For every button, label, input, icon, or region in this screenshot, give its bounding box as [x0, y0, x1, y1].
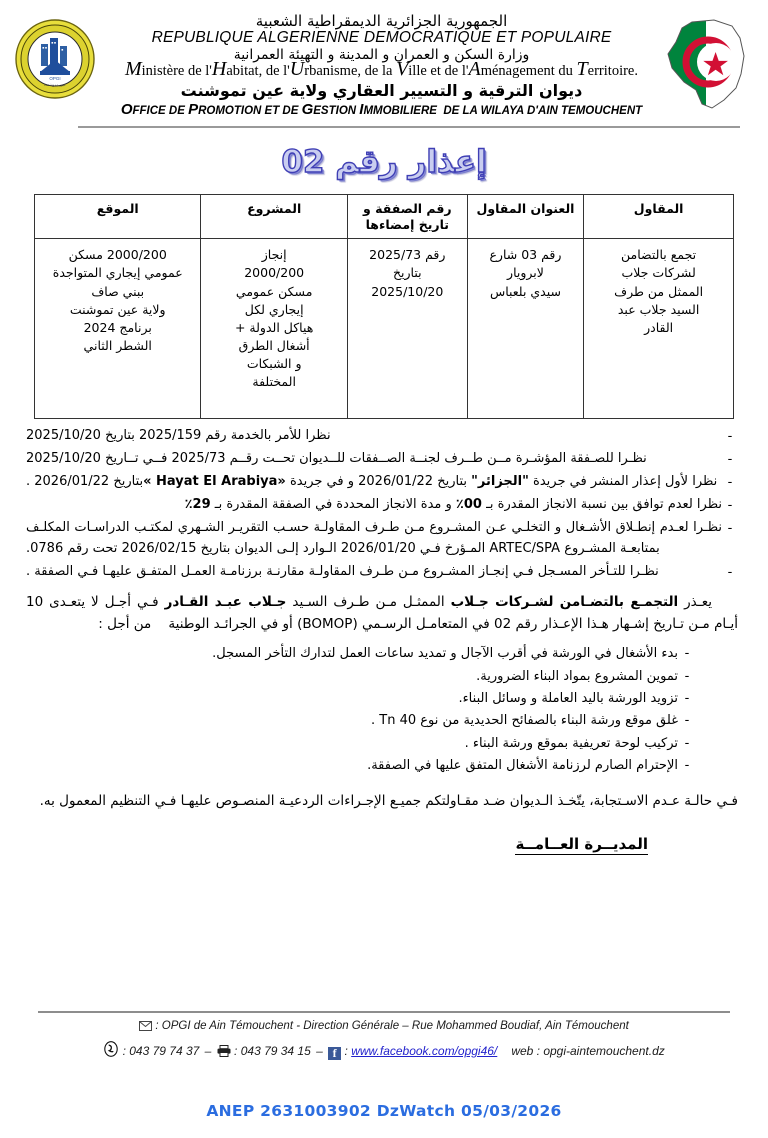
opgi-seal-logo-icon: [14, 18, 96, 100]
facebook-icon[interactable]: f: [328, 1047, 341, 1060]
newspaper-name-fr: « Hayat El Arabiya»: [143, 474, 286, 490]
facebook-link[interactable]: www.facebook.com/opgi46/: [351, 1044, 498, 1058]
location-line: ببني صاف: [91, 283, 145, 299]
contract-number-line: بتاريخ: [392, 265, 422, 281]
cell-contractor: [584, 239, 734, 419]
contract-info-table: [34, 194, 734, 419]
closing-paragraph: فـي حالـة عـدم الاسـتجابة، يتّخـذ الـديوان ضـد مقـاولتكم جميـع الإجـراءات الردعيـة المنصـوص عليهـا فـي التنظيم المعمول به.: [39, 792, 738, 809]
demand-bullet: -: [684, 713, 690, 729]
demand-bullet: -: [684, 758, 690, 774]
clause-delay-recorded: [26, 561, 738, 583]
location-line: 2000/200 مسكن: [68, 247, 167, 263]
list-item: [26, 666, 696, 688]
column-header-contract-number: [347, 195, 467, 239]
cell-contract-number: [347, 239, 467, 419]
contractor-line: الممثل من طرف: [614, 283, 704, 299]
project-line: و الشبكات: [246, 356, 302, 371]
footer-website-text: web : opgi-aintemouchent.dz: [511, 1044, 665, 1058]
republic-name-arabic: الجمهورية الجزائرية الديمقراطية الشعبية: [255, 12, 508, 30]
clause-text: نظـرا للصـفقة المؤشـرة مــن طــرف لجنــة الصــفقات للــديوان تحــت رقــم 2025/73 فــي تــاريخ 2025/10/20: [26, 451, 647, 467]
list-item: [26, 710, 696, 732]
table-row: [35, 239, 734, 419]
notified-representative: جـلاب عبـد القـادر: [164, 593, 287, 610]
table-header-row: [35, 195, 734, 239]
clause-contract-approved: [26, 448, 738, 470]
demand-bullet: -: [684, 668, 690, 684]
demand-bullet: -: [684, 646, 690, 662]
demand-text: تركيب لوحة تعريفية بموقع ورشة البناء .: [464, 735, 678, 751]
address-line: لابرويار: [507, 265, 544, 281]
printer-icon: [217, 1045, 231, 1060]
anep-reference: ANEP 2631003902 DzWatch 05/03/2026: [206, 1102, 562, 1120]
location-line: برنامج 2024: [83, 319, 152, 335]
cell-address: [467, 239, 584, 419]
column-header-contract-number-line1: رقم الصفقة: [375, 201, 452, 216]
clause-bullet: -: [727, 429, 733, 445]
footer-facebook-prefix: :: [344, 1044, 348, 1058]
header-divider: [78, 126, 740, 128]
clause-text: نظرا لأول إعذار المنشر في جريدة "الجزائر" بتاريخ 2026/01/22 و في جريدة « Hayat El Arabiya»بتاريخ 2026/01/22 .: [26, 471, 722, 492]
document-header: [0, 0, 768, 126]
list-item: [26, 643, 696, 665]
clause-text: نظرا للأمر بالخدمة رقم 2025/159 بتاريخ 2025/10/20: [26, 428, 331, 444]
project-line: إنجاز: [261, 247, 287, 263]
signatory-title: المديــرة العــامــة: [515, 834, 648, 853]
location-line: عمومي إيجاري المتواجدة: [52, 265, 183, 281]
cell-location: [35, 239, 201, 419]
cell-project: [201, 239, 347, 419]
clause-text: نظرا لعدم توافق بين نسبة الانجاز المقدرة بـ 00٪ و مدة الانجاز المحددة في الصفقة المقدرة بـ 29٪: [184, 497, 722, 513]
clause-text: نظـرا للتـأخر المسـجل فـي إنجـاز المشـروع مـن طـرف المقاولـة مقارنـة برزنامـة العمـل المتفـق عليهـا فـي الصفقة .: [26, 563, 659, 579]
address-line: رقم 03 شارع: [489, 247, 562, 263]
notice-number: 02: [494, 615, 512, 632]
project-line: إيجاري لكل: [244, 301, 304, 317]
footer-phone-text: : 043 79 74 37: [122, 1044, 200, 1058]
clause-text: نظـرا لعـدم إنطـلاق الأشـغال و التخلـي عـن المشـروع مـن طـرف المقاولـة حسـب التقريـر الشـهري لمكتـب الدراسـات المكلـف بمتابعـة المشـروع ARTEC/SPA المـؤرخ فـي 2026/01/20 الـوارد إلـى الديوان بتاريخ 2026/02/15 تحت رقم 0786.: [26, 520, 722, 557]
location-line: الشطر الثاني: [83, 337, 152, 353]
demands-list: [26, 643, 696, 777]
contractor-line: لشركات جلاب: [621, 265, 696, 281]
column-header-contractor: المقاول: [584, 195, 734, 239]
demand-text: تموين المشروع بمواد البناء الضرورية.: [476, 668, 678, 684]
contract-number-line: 2025/10/20: [371, 283, 444, 299]
footer-divider: [38, 1011, 730, 1013]
clause-works-not-started: [26, 517, 738, 559]
footer-address-text: : OPGI de Ain Témouchent - Direction Générale – Rue Mohammed Boudiaf, Ain Témouchent: [155, 1020, 629, 1032]
footer-contact-line: [0, 1041, 768, 1060]
contractor-line: القادر: [644, 319, 674, 335]
project-line: هياكل الدولة +: [234, 319, 314, 335]
footer-address-line: [0, 1020, 768, 1034]
signature-block: [0, 834, 768, 855]
phone-icon: [103, 1041, 119, 1060]
contract-info-table-wrapper: [34, 194, 734, 419]
clause-service-order: [26, 425, 738, 447]
newspaper-name-ar: "الجزائر": [471, 474, 529, 490]
column-header-address: العنوان المقاول: [467, 195, 584, 239]
clause-first-notice-published: [26, 471, 738, 493]
footer-separator: –: [316, 1044, 323, 1058]
location-line: ولاية عين تموشنت: [69, 301, 166, 317]
document-title-container: [0, 144, 768, 188]
column-header-project: المشروع: [201, 195, 347, 239]
contractor-line: تجمع بالتضامن: [621, 247, 697, 263]
deadline-days: 10: [26, 593, 44, 610]
envelope-icon: [139, 1021, 152, 1034]
demand-text: غلق موقع ورشة البناء بالصفائح الحديدية من نوع Tn 40 .: [371, 713, 678, 729]
demand-bullet: -: [684, 735, 690, 751]
page-title: إعذار رقم 02: [281, 144, 487, 180]
office-name-french: OFFICE DE PROMOTION ET DE GESTION IMMOBILIERE DE LA WILAYA D'AIN TEMOUCHENT: [120, 101, 643, 119]
clause-bullet: -: [727, 498, 733, 514]
contractor-line: السيد جلاب عبد: [617, 301, 700, 317]
list-item: [26, 733, 696, 755]
project-line: أشغال الطرق: [238, 337, 310, 353]
ministry-name-french: Ministère de l'Habitat, de l'Urbanisme, de la Ville et de l'Aménagement du Territoire.: [124, 58, 638, 81]
office-name-arabic: ديوان الترقية و التسيير العقاري ولاية عين تموشنت: [180, 81, 583, 101]
column-header-location: الموقع: [35, 195, 201, 239]
estimated-progress-value: 00٪: [455, 497, 482, 513]
official-bulletin: BOMOP: [302, 615, 353, 632]
list-item: [26, 755, 696, 777]
clause-bullet: -: [727, 475, 733, 491]
demand-text: تزويد الورشة باليد العاملة و وسائل البناء.: [458, 691, 678, 707]
republic-name-french: REPUBLIQUE ALGERIENNE DEMOCRATIQUE ET POPULAIRE: [151, 29, 612, 47]
clause-bullet: -: [727, 521, 733, 537]
address-line: سيدي بلعباس: [489, 283, 561, 299]
header-text-block: [95, 14, 668, 118]
list-item: [26, 688, 696, 710]
project-line: المختلفة: [252, 374, 296, 390]
notified-company: التجمـع بالتضـامن لشـركات جـلاب: [450, 593, 679, 610]
clause-bullet: -: [727, 564, 733, 580]
svg-text:OPGI: OPGI: [49, 76, 61, 81]
column-header-contract-number-line2: و تاريخ إمضاءها: [363, 201, 450, 232]
contract-progress-value: 29٪: [184, 497, 211, 513]
clauses-list: [26, 425, 738, 582]
footer-separator: –: [204, 1044, 212, 1058]
project-line: مسكن عمومي: [235, 283, 313, 299]
demand-text: بدء الأشغال في الورشة في أقرب الآجال و تمديد ساعات العمل لتدارك التأخر المسجل.: [212, 646, 678, 662]
clause-bullet: -: [727, 452, 733, 468]
project-line: 2000/200: [244, 265, 305, 281]
svg-text:عين تموشنت: عين تموشنت: [44, 82, 66, 87]
ministry-name-arabic: وزارة السكن و العمران و المدينة و التهيئة العمرانية: [233, 47, 530, 64]
demand-bullet: -: [684, 691, 690, 707]
contract-number-line: رقم 2025/73: [369, 247, 446, 263]
document-footer: [0, 1011, 768, 1060]
footer-fax-text: : 043 79 34 15: [234, 1044, 311, 1058]
algeria-flag-map-icon: [662, 16, 754, 120]
clause-progress-mismatch: [26, 494, 738, 516]
formal-notice-paragraph: يعـذر التجمـع بالتضـامن لشـركات جـلاب الممثـل مـن طـرف السـيد جـلاب عبـد القـادر فـي أجـل لا يتعـدى 10 أيـام مـن تـاريخ إشـهار هـذا الإعـذار رقم 02 في المتعامـل الرسـمي (BOMOP) أو في الجرائـد الوطنية من أجل :: [26, 593, 738, 632]
demand-text: الإحترام الصارم لرزنامة الأشغال المتفق عليها في الصفقة.: [367, 758, 678, 774]
